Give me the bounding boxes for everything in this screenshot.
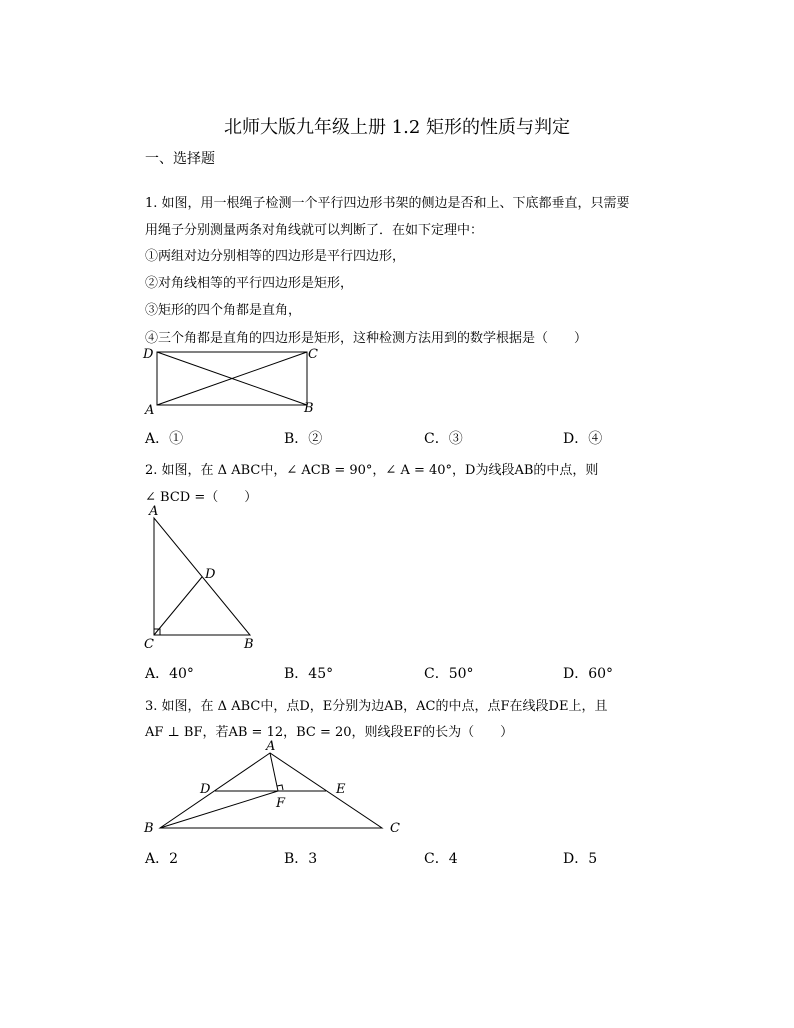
q2-label-c: C [144,637,154,652]
q2-line-2: ∠ BCD =（ ） [145,490,258,505]
q1-option-c[interactable]: C．③ [424,431,463,447]
section-heading: 一、选择题 [145,151,215,167]
segment-bf [160,791,278,828]
q3-triangle-figure [140,736,410,836]
q2-option-c[interactable]: C．50° [424,666,474,682]
q1-rectangle-figure [140,342,330,418]
q2-label-a: A [149,504,159,519]
q1-option-a[interactable]: A．① [145,431,184,447]
q2-label-b: B [244,637,254,652]
q1-label-c: C [308,347,318,362]
q3-label-f: F [276,796,286,811]
q2-option-b[interactable]: B．45° [284,666,334,682]
q3-option-c[interactable]: C．4 [424,851,458,867]
page-title: 北师大版九年级上册 1.2 矩形的性质与判定 [223,117,571,138]
q1-label-b: B [304,401,314,416]
q2-label-d: D [205,567,216,582]
q1-line-3: ①两组对边分别相等的四边形是平行四边形， [145,249,406,264]
q3-label-d: D [200,782,211,797]
median-cd [154,577,202,635]
q3-line-2: AF ⊥ BF，若AB = 12，BC = 20，则线段EF的长为（ ） [145,725,514,740]
q2-option-d[interactable]: D．60° [563,666,614,682]
q3-option-b[interactable]: B．3 [284,851,318,867]
segment-af [270,753,278,791]
q1-line-1: 1. 如图，用一根绳子检测一个平行四边形书架的侧边是否和上、下底都垂直，只需要 [145,196,630,211]
q1-option-b[interactable]: B．② [284,431,323,447]
q1-line-2: 用绳子分别测量两条对角线就可以判断了．在如下定理中： [145,223,484,238]
q1-line-5: ③矩形的四个角都是直角， [145,303,302,318]
q1-line-4: ②对角线相等的平行四边形是矩形， [145,276,354,291]
q3-label-e: E [336,782,346,797]
q1-line-6: ④三个角都是直角的四边形是矩形，这种检测方法用到的数学根据是（ ） [145,331,588,346]
q3-line-1: 3. 如图，在 Δ ABC中，点D，E分别为边AB，AC的中点，点F在线段DE上，且 [145,699,608,714]
q2-option-a[interactable]: A．40° [145,666,194,682]
q1-label-d: D [143,347,154,362]
q3-label-a: A [266,739,276,754]
q3-label-b: B [144,821,154,836]
q2-triangle-figure [140,500,270,655]
q3-option-a[interactable]: A．2 [145,851,179,867]
q3-label-c: C [390,821,400,836]
q1-label-a: A [145,403,155,418]
q2-line-1: 2. 如图，在 Δ ABC中，∠ ACB = 90°，∠ A = 40°，D为线段AB的中点，则 [145,463,599,478]
q1-option-d[interactable]: D．④ [563,431,603,447]
q3-option-d[interactable]: D．5 [563,851,598,867]
